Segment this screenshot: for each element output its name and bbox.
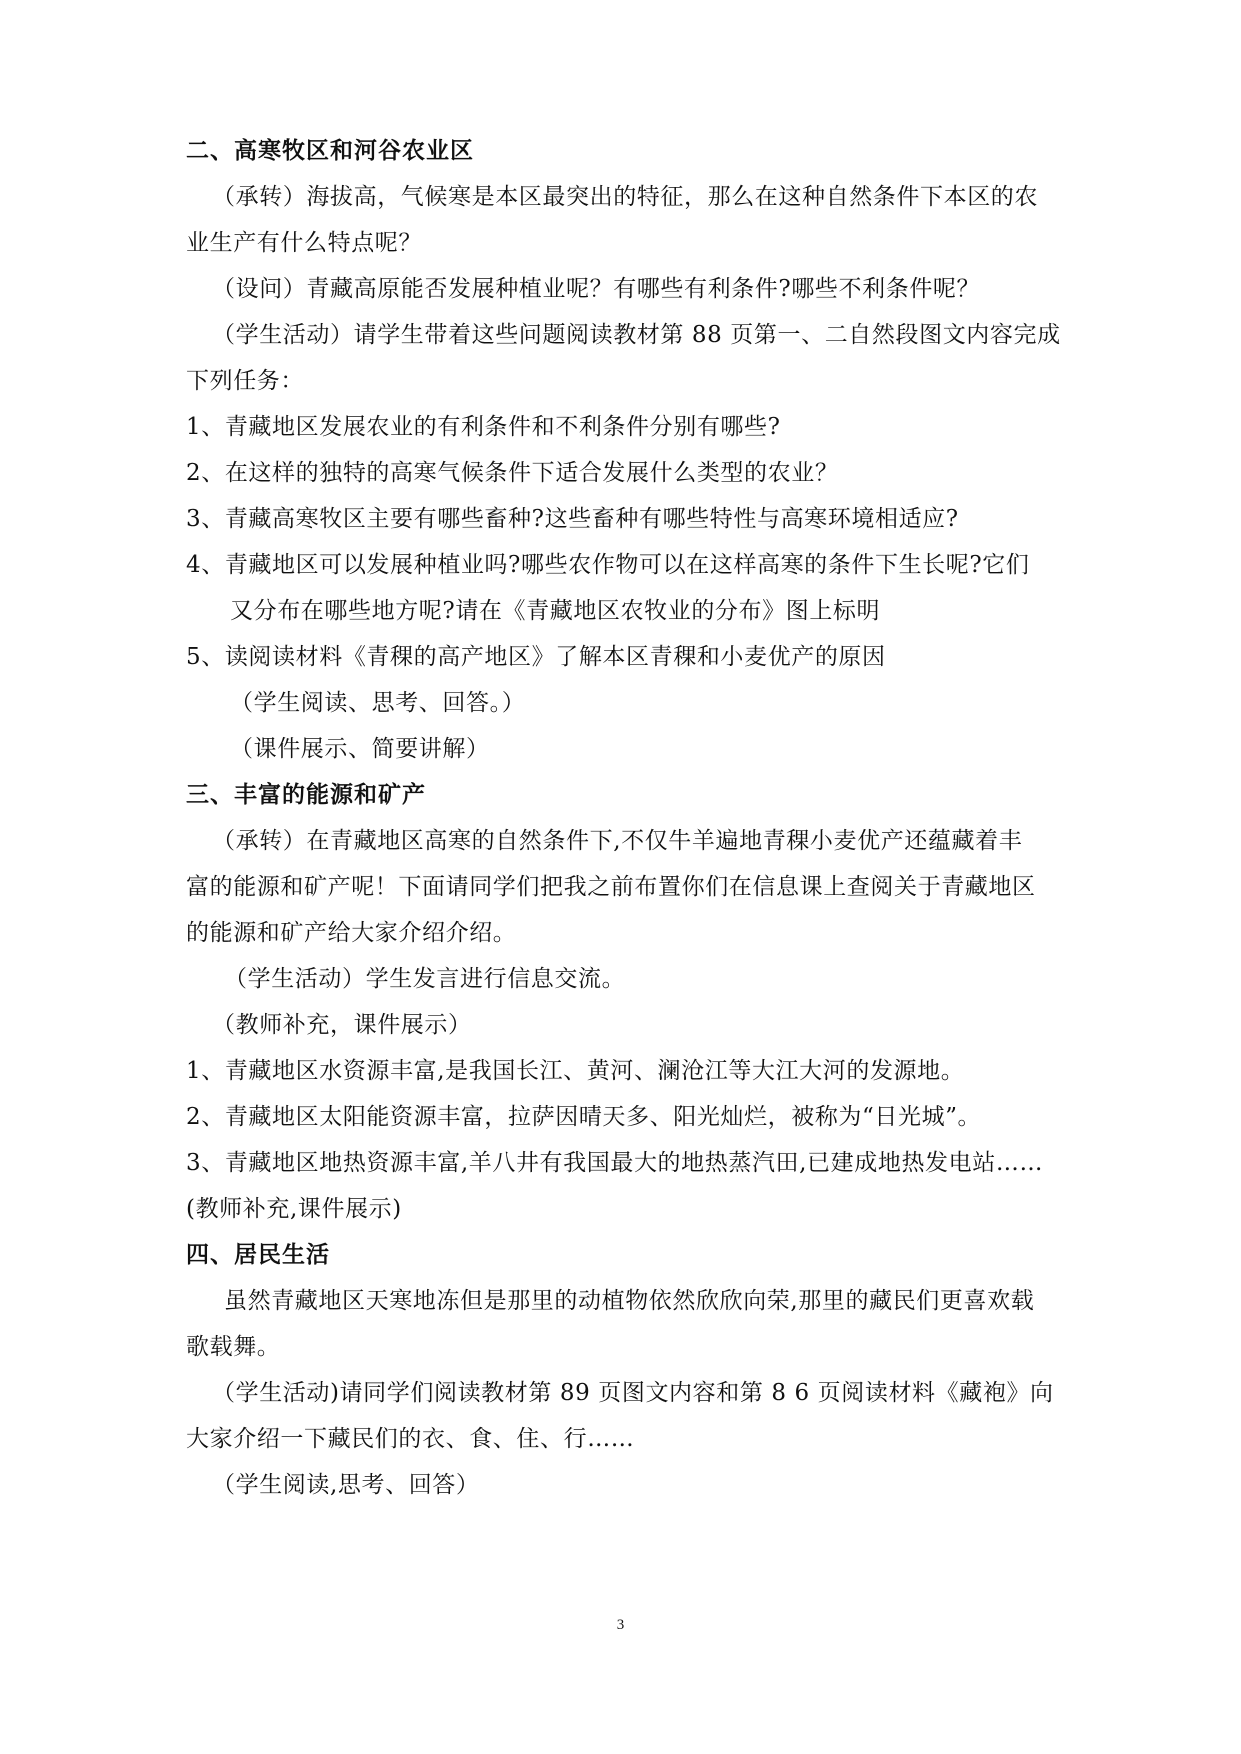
section-heading-3: 三、丰富的能源和矿产 (186, 782, 426, 808)
paragraph-line: 富的能源和矿产呢！下面请同学们把我之前布置你们在信息课上查阅关于青藏地区 (186, 874, 1036, 900)
paragraph-line: （学生活动）学生发言进行信息交流。 (224, 966, 626, 992)
paragraph-line: 大家介绍一下藏民们的衣、食、住、行…… (186, 1426, 635, 1452)
paragraph-line: （承转）海拔高，气候寒是本区最突出的特征，那么在这种自然条件下本区的农 (212, 184, 1038, 210)
task-item: 1、青藏地区发展农业的有利条件和不利条件分别有哪些? (186, 414, 781, 440)
section-heading-2: 二、高寒牧区和河谷农业区 (186, 138, 474, 164)
paragraph-line: （设问）青藏高原能否发展种植业呢？有哪些有利条件?哪些不利条件呢？ (212, 276, 981, 302)
task-item: 5、读阅读材料《青稞的高产地区》了解本区青稞和小麦优产的原因 (186, 644, 886, 670)
section-heading-4: 四、居民生活 (186, 1242, 330, 1268)
note-line: (教师补充,课件展示) (186, 1196, 402, 1222)
paragraph-line: 虽然青藏地区天寒地冻但是那里的动植物依然欣欣向荣,那里的藏民们更喜欢载 (224, 1288, 1035, 1314)
paragraph-line: 歌载舞。 (186, 1334, 281, 1360)
resource-item: 2、青藏地区太阳能资源丰富，拉萨因晴天多、阳光灿烂，被称为“日光城”。 (186, 1104, 982, 1130)
task-item: 3、青藏高寒牧区主要有哪些畜种?这些畜种有哪些特性与高寒环境相适应? (186, 506, 959, 532)
note-line: （学生阅读、思考、回答。） (230, 690, 526, 716)
note-line: （教师补充，课件展示） (212, 1012, 472, 1038)
paragraph-line: 下列任务： (186, 368, 304, 394)
resource-item: 3、青藏地区地热资源丰富,羊八井有我国最大的地热蒸汽田,已建成地热发电站…… (186, 1150, 1044, 1176)
paragraph-line: （承转）在青藏地区高寒的自然条件下,不仅牛羊遍地青稞小麦优产还蕴藏着丰 (212, 828, 1023, 854)
task-item: 2、在这样的独特的高寒气候条件下适合发展什么类型的农业？ (186, 460, 839, 486)
paragraph-line: 业生产有什么特点呢？ (186, 230, 422, 256)
note-line: （课件展示、简要讲解） (230, 736, 490, 762)
paragraph-line: （学生活动)请同学们阅读教材第 89 页图文内容和第 8 6 页阅读材料《藏袍》向 (212, 1380, 1054, 1406)
resource-item: 1、青藏地区水资源丰富,是我国长江、黄河、澜沧江等大江大河的发源地。 (186, 1058, 965, 1084)
page-number: 3 (616, 1617, 625, 1633)
task-item: 4、青藏地区可以发展种植业吗?哪些农作物可以在这样高寒的条件下生长呢?它们 (186, 552, 1030, 578)
note-line: （学生阅读,思考、回答） (212, 1472, 480, 1498)
task-item-continuation: 又分布在哪些地方呢?请在《青藏地区农牧业的分布》图上标明 (230, 598, 881, 624)
paragraph-line: （学生活动）请学生带着这些问题阅读教材第 88 页第一、二自然段图文内容完成 (212, 322, 1061, 348)
paragraph-line: 的能源和矿产给大家介绍介绍。 (186, 920, 517, 946)
